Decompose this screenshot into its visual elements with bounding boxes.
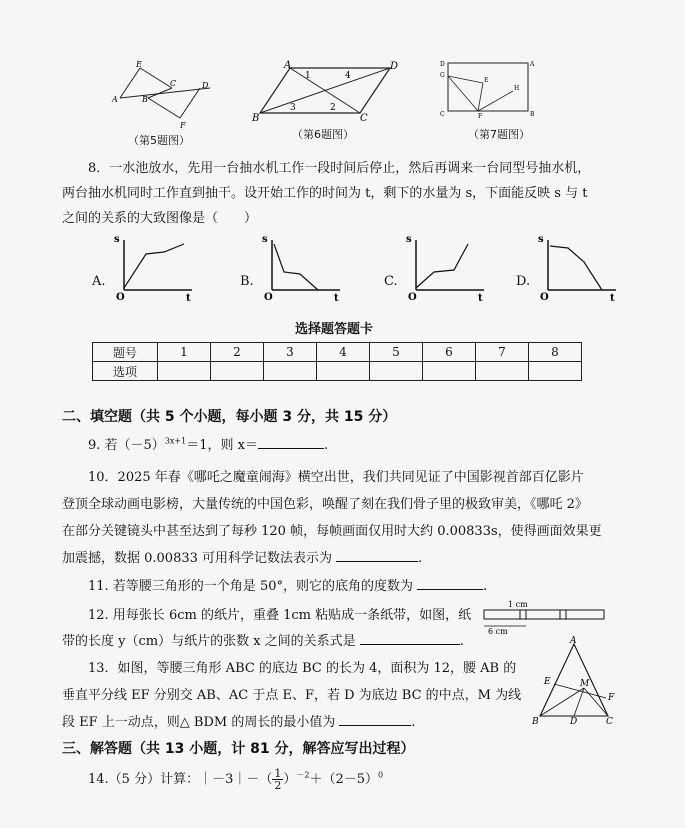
fig6-label-a: A xyxy=(284,60,292,71)
q14-plus: ＋（2－5） xyxy=(309,772,379,787)
q14-fraction-den: 2 xyxy=(274,779,282,792)
q11-end: . xyxy=(482,579,488,594)
q8-c-origin: O xyxy=(408,292,417,302)
answer-card-choice-row xyxy=(93,362,582,381)
q13-label-f: F xyxy=(608,693,615,703)
q8-a-t-label: t xyxy=(186,293,191,302)
q9-end: . xyxy=(323,438,329,453)
q8-option-b-label: B. xyxy=(240,274,254,289)
q14-fraction-num: 1 xyxy=(274,767,282,780)
answer-card-choice-cell[interactable] xyxy=(264,362,317,381)
q8-line1: 8．一水池放水，先用一台抽水机工作一段时间后停止，然后再调来一台同型号抽水机， xyxy=(88,161,591,176)
fig6-label-d: D xyxy=(390,61,399,72)
q9-suffix: ＝1，则 x＝ xyxy=(186,438,258,453)
fig7-label-b: B xyxy=(530,111,535,118)
q8-c-t-label: t xyxy=(478,293,483,302)
answer-card-choice-cell[interactable] xyxy=(317,362,370,381)
answer-card-number-header: 题号 xyxy=(93,343,158,362)
q9 xyxy=(88,434,328,453)
fig7-label-a: A xyxy=(530,61,535,68)
q13-answer-blank[interactable] xyxy=(339,713,411,726)
q14-exponent2: 0 xyxy=(378,770,384,780)
q13-label-b: B xyxy=(532,717,539,726)
fig7-label-c: C xyxy=(440,111,445,118)
q8-d-s-label: s xyxy=(538,234,544,245)
fig5-label-d: D xyxy=(202,81,209,90)
figure-7 xyxy=(438,58,538,120)
answer-card-choice-cell[interactable] xyxy=(211,362,264,381)
q8-option-d-label: D. xyxy=(516,274,531,289)
answer-card-choice-cell[interactable] xyxy=(370,362,423,381)
q9-exponent: 3x+1 xyxy=(164,436,187,446)
q8-option-c-graph xyxy=(404,232,488,302)
q8-b-origin: O xyxy=(264,292,273,302)
q12-paper-strip-figure xyxy=(480,598,610,638)
section3-heading: 三、解答题（共 13 小题，计 81 分，解答应写出过程） xyxy=(62,741,415,757)
answer-card-number: 2 xyxy=(211,343,264,362)
q8-option-a-label: A. xyxy=(92,274,106,289)
q13-line3 xyxy=(62,711,415,730)
fig5-label-e: E xyxy=(136,60,142,69)
q14-exponent1: －2 xyxy=(296,770,310,780)
q8-d-origin: O xyxy=(540,292,549,302)
q13-label-m: M xyxy=(580,679,590,689)
answer-card-choice-header: 选项 xyxy=(93,362,158,381)
fig5-label-a: A xyxy=(112,95,118,104)
q13-line2: 垂直平分线 EF 分别交 AB、AC 于点 E、F，若 D 为底边 BC 的中点，M 为线 xyxy=(62,688,522,703)
fig6-angle-4: 4 xyxy=(345,71,351,81)
fig5-label-c: C xyxy=(170,79,177,88)
fig5-label-f: F xyxy=(180,121,186,130)
q11-answer-blank[interactable] xyxy=(417,577,483,590)
fig6-angle-2: 2 xyxy=(330,103,336,113)
fig5-label-b: B xyxy=(142,95,148,104)
q13-label-e: E xyxy=(544,677,551,687)
answer-card-choice-cell[interactable] xyxy=(423,362,476,381)
answer-card-number: 5 xyxy=(370,343,423,362)
q8-option-d-graph xyxy=(536,232,620,302)
answer-card-choice-cell[interactable] xyxy=(476,362,529,381)
q11 xyxy=(88,575,487,594)
fig6-angle-3: 3 xyxy=(290,103,296,113)
q10-answer-blank[interactable] xyxy=(336,549,418,562)
q13-line3-text: 段 EF 上一动点，则△ BDM 的周长的最小值为 xyxy=(62,715,336,730)
answer-card-number: 1 xyxy=(158,343,211,362)
q8-c-s-label: s xyxy=(406,234,412,245)
answer-card-choice-cell[interactable] xyxy=(529,362,582,381)
q10-line4 xyxy=(62,547,422,566)
figure-5 xyxy=(110,58,220,130)
answer-card-number: 3 xyxy=(264,343,317,362)
q12-label-1cm: 1 cm xyxy=(508,600,528,609)
q10-end: . xyxy=(418,551,423,566)
answer-card-number-row xyxy=(93,343,582,362)
fig7-label-h: H xyxy=(514,85,520,92)
q14-close-paren: ） xyxy=(283,772,297,787)
q13-end: . xyxy=(411,715,416,730)
answer-card-number: 4 xyxy=(317,343,370,362)
q9-prefix: 9. 若（－5） xyxy=(88,438,165,453)
q8-a-origin: O xyxy=(116,292,125,302)
q12-end: . xyxy=(459,634,464,649)
q8-line2: 两台抽水机同时工作直到抽干。设开始工作的时间为 t，剩下的水量为 s，下面能反映 s 与 t xyxy=(62,186,588,201)
q14 xyxy=(88,768,383,791)
q10-line2: 登顶全球动画电影榜，大量传统的中国色彩，唤醒了刻在我们骨子里的极致审美，《哪吒 2》 xyxy=(62,497,588,512)
q13-triangle-figure xyxy=(528,636,618,726)
q13-label-c: C xyxy=(606,717,613,726)
answer-card-number: 7 xyxy=(476,343,529,362)
fig7-label-e: E xyxy=(484,77,489,84)
section2-heading: 二、填空题（共 5 个小题，每小题 3 分，共 15 分） xyxy=(62,409,397,425)
q12-line2-text: 带的长度 y（cm）与纸片的张数 x 之间的关系式是 xyxy=(62,634,356,649)
q13-label-a: A xyxy=(570,636,577,646)
answer-card-number: 6 xyxy=(423,343,476,362)
q8-option-a-graph xyxy=(112,232,196,302)
q8-d-t-label: t xyxy=(610,293,615,302)
q8-option-b-graph xyxy=(260,232,344,302)
fig7-label-g: G xyxy=(440,72,445,79)
answer-card-title: 选择题答题卡 xyxy=(295,322,374,337)
q14-fraction xyxy=(272,768,283,791)
q10-line1: 10．2025 年春《哪吒之魔童闹海》横空出世，我们共同见证了中国影视首部百亿影片 xyxy=(88,470,584,485)
q14-prefix: 14.（5 分）计算：｜－3｜－（ xyxy=(88,772,273,787)
fig7-label-f: F xyxy=(478,113,483,120)
q12-line2 xyxy=(62,630,464,649)
fig7-label-d: D xyxy=(440,61,445,68)
answer-card-table xyxy=(92,342,582,381)
q9-answer-blank[interactable] xyxy=(258,436,324,449)
answer-card-choice-cell[interactable] xyxy=(158,362,211,381)
q10-line3: 在部分关键镜头中甚至达到了每秒 120 帧，每帧画面仅用时大约 0.00833s，使得画面效果更 xyxy=(62,524,602,539)
q12-line1: 12. 用每张长 6cm 的纸片，重叠 1cm 粘贴成一条纸带，如图，纸 xyxy=(88,608,472,623)
q10-line4-text: 加震撼，数据 0.00833 可用科学记数法表示为 xyxy=(62,551,333,566)
fig6-label-c: C xyxy=(360,113,368,123)
q8-b-s-label: s xyxy=(262,234,268,245)
q12-label-6cm: 6 cm xyxy=(488,627,508,636)
fig5-caption: （第5题图） xyxy=(128,134,190,147)
fig6-caption: （第6题图） xyxy=(292,128,354,141)
q12-answer-blank[interactable] xyxy=(360,632,460,645)
fig6-angle-1: 1 xyxy=(305,71,311,81)
figure-6 xyxy=(250,58,400,123)
q13-line1: 13．如图，等腰三角形 ABC 的底边 BC 的长为 4，面积为 12，腰 AB 的 xyxy=(88,661,517,676)
q13-label-d: D xyxy=(570,717,578,726)
fig7-caption: （第7题图） xyxy=(468,128,530,141)
fig6-label-b: B xyxy=(252,113,260,123)
q11-text: 11. 若等腰三角形的一个角是 50°，则它的底角的度数为 xyxy=(88,579,413,594)
q8-line3: 之间的关系的大致图像是（ ） xyxy=(62,211,258,226)
q8-a-s-label: s xyxy=(114,234,120,245)
q8-b-t-label: t xyxy=(334,293,339,302)
q8-option-c-label: C. xyxy=(384,274,398,289)
answer-card-number: 8 xyxy=(529,343,582,362)
